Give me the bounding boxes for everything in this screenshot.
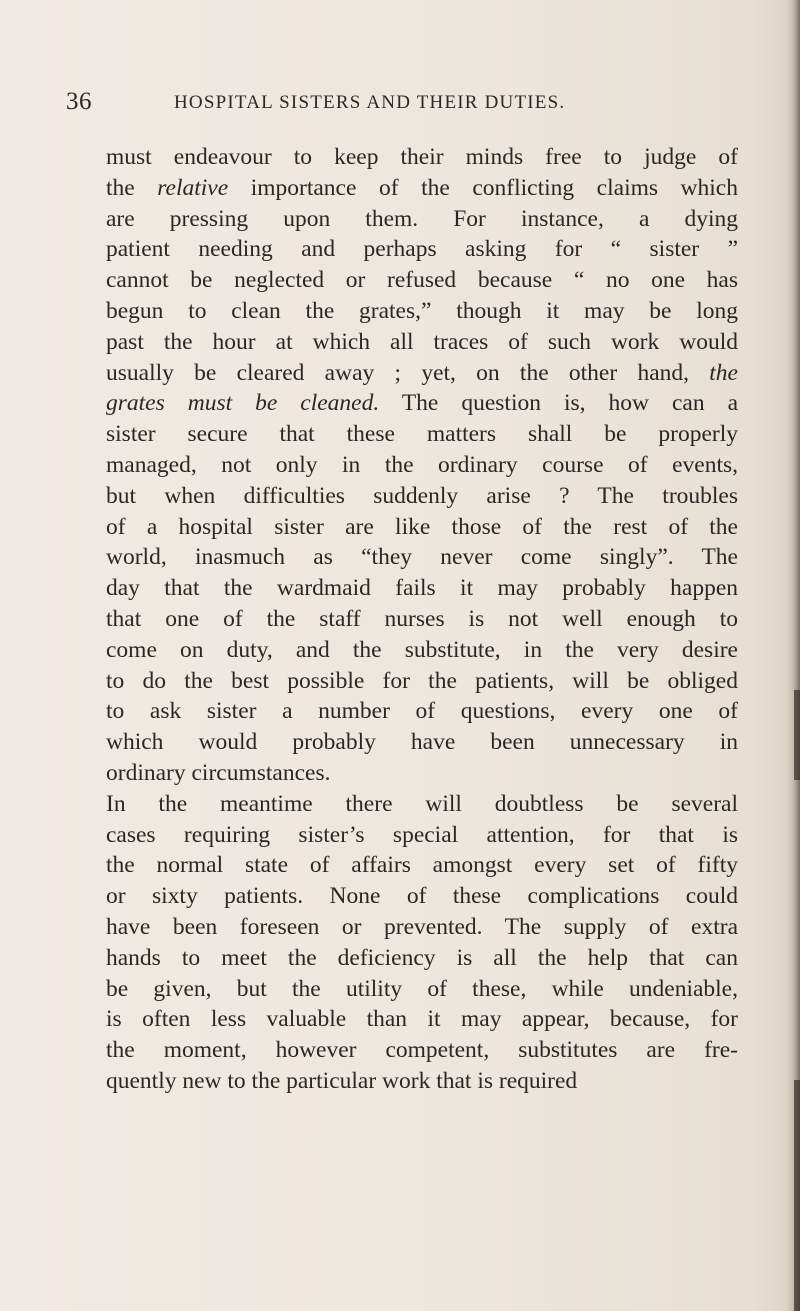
text-run: In the meantime there will doubtless be several <box>106 790 738 817</box>
text-run: the <box>106 174 158 201</box>
text-line <box>106 388 738 419</box>
text-line <box>106 1004 738 1035</box>
page-number: 36 <box>66 88 92 115</box>
text-run: cannot be neglected or refused because “ no one has <box>106 267 738 294</box>
italic-text: relative <box>157 174 229 201</box>
text-run: cases requiring sister’s special attention, for that is <box>106 821 738 848</box>
text-line <box>106 481 738 512</box>
text-line <box>106 142 738 173</box>
text-line <box>106 912 738 943</box>
text-run: must endeavour to keep their minds free to judge of <box>106 144 738 170</box>
text-line <box>106 758 738 789</box>
page-edge-mark <box>794 1080 800 1311</box>
text-run: ordinary circumstances. <box>106 759 331 786</box>
italic-text: grates must be cleaned. <box>106 390 380 417</box>
text-run: that one of the staff nurses is not well enough to <box>106 605 738 632</box>
text-run: which would probably have been unnecessary in <box>106 729 738 756</box>
text-line <box>106 1066 738 1097</box>
text-run: world, inasmuch as “they never come singly”. The <box>106 544 738 571</box>
text-line <box>106 696 738 727</box>
text-line <box>106 1035 738 1066</box>
text-line <box>106 881 738 912</box>
text-run: The question is, how can a <box>379 390 738 417</box>
text-run: past the hour at which all traces of such work would <box>106 328 738 355</box>
text-line <box>106 573 738 604</box>
text-run: day that the wardmaid fails it may probably happen <box>106 575 738 602</box>
text-line <box>106 450 738 481</box>
body-text <box>106 142 738 1097</box>
text-run: be given, but the utility of these, while undeniable, <box>106 975 738 1002</box>
text-line <box>106 419 738 450</box>
italic-text: the <box>709 359 738 386</box>
text-run: managed, not only in the ordinary course of events, <box>106 451 738 478</box>
text-run: is often less valuable than it may appear, because, for <box>106 1006 738 1033</box>
text-run: but when difficulties suddenly arise ? The troubles <box>106 482 738 509</box>
text-line <box>106 943 738 974</box>
text-line <box>106 173 738 204</box>
page-header <box>66 88 706 116</box>
text-run: or sixty patients. None of these complications could <box>106 883 738 910</box>
text-run: patient needing and perhaps asking for “ sister ” <box>106 236 738 263</box>
text-run: begun to clean the grates,” though it may be long <box>106 297 738 324</box>
text-line <box>106 327 738 358</box>
text-run: to do the best possible for the patients, will be obliged <box>106 667 738 694</box>
text-line <box>106 789 738 820</box>
text-run: quently new to the particular work that is required <box>106 1067 578 1094</box>
text-line <box>106 358 738 389</box>
text-line <box>106 604 738 635</box>
text-line <box>106 265 738 296</box>
text-line <box>106 974 738 1005</box>
text-line <box>106 234 738 265</box>
text-run: have been foreseen or prevented. The supply of extra <box>106 913 738 940</box>
text-line <box>106 512 738 543</box>
text-line <box>106 820 738 851</box>
page-edge-mark <box>794 690 800 780</box>
text-run: the moment, however competent, substitutes are fre- <box>106 1037 738 1064</box>
text-run: of a hospital sister are like those of the rest of the <box>106 513 738 540</box>
text-line <box>106 635 738 666</box>
text-run: the normal state of affairs amongst every set of fifty <box>106 852 738 879</box>
text-run: importance of the conflicting claims which <box>228 174 738 201</box>
text-run: are pressing upon them. For instance, a dying <box>106 205 738 232</box>
text-line <box>106 850 738 881</box>
text-run: to ask sister a number of questions, every one of <box>106 698 738 725</box>
text-run: come on duty, and the substitute, in the very desire <box>106 636 738 663</box>
text-line <box>106 204 738 235</box>
text-line <box>106 542 738 573</box>
text-line <box>106 666 738 697</box>
text-line <box>106 296 738 327</box>
text-run: hands to meet the deficiency is all the help that can <box>106 944 738 971</box>
running-head: HOSPITAL SISTERS AND THEIR DUTIES. <box>174 92 566 113</box>
text-run: usually be cleared away ; yet, on the other hand, <box>106 359 710 386</box>
text-run: sister secure that these matters shall be properly <box>106 421 738 448</box>
text-line <box>106 727 738 758</box>
